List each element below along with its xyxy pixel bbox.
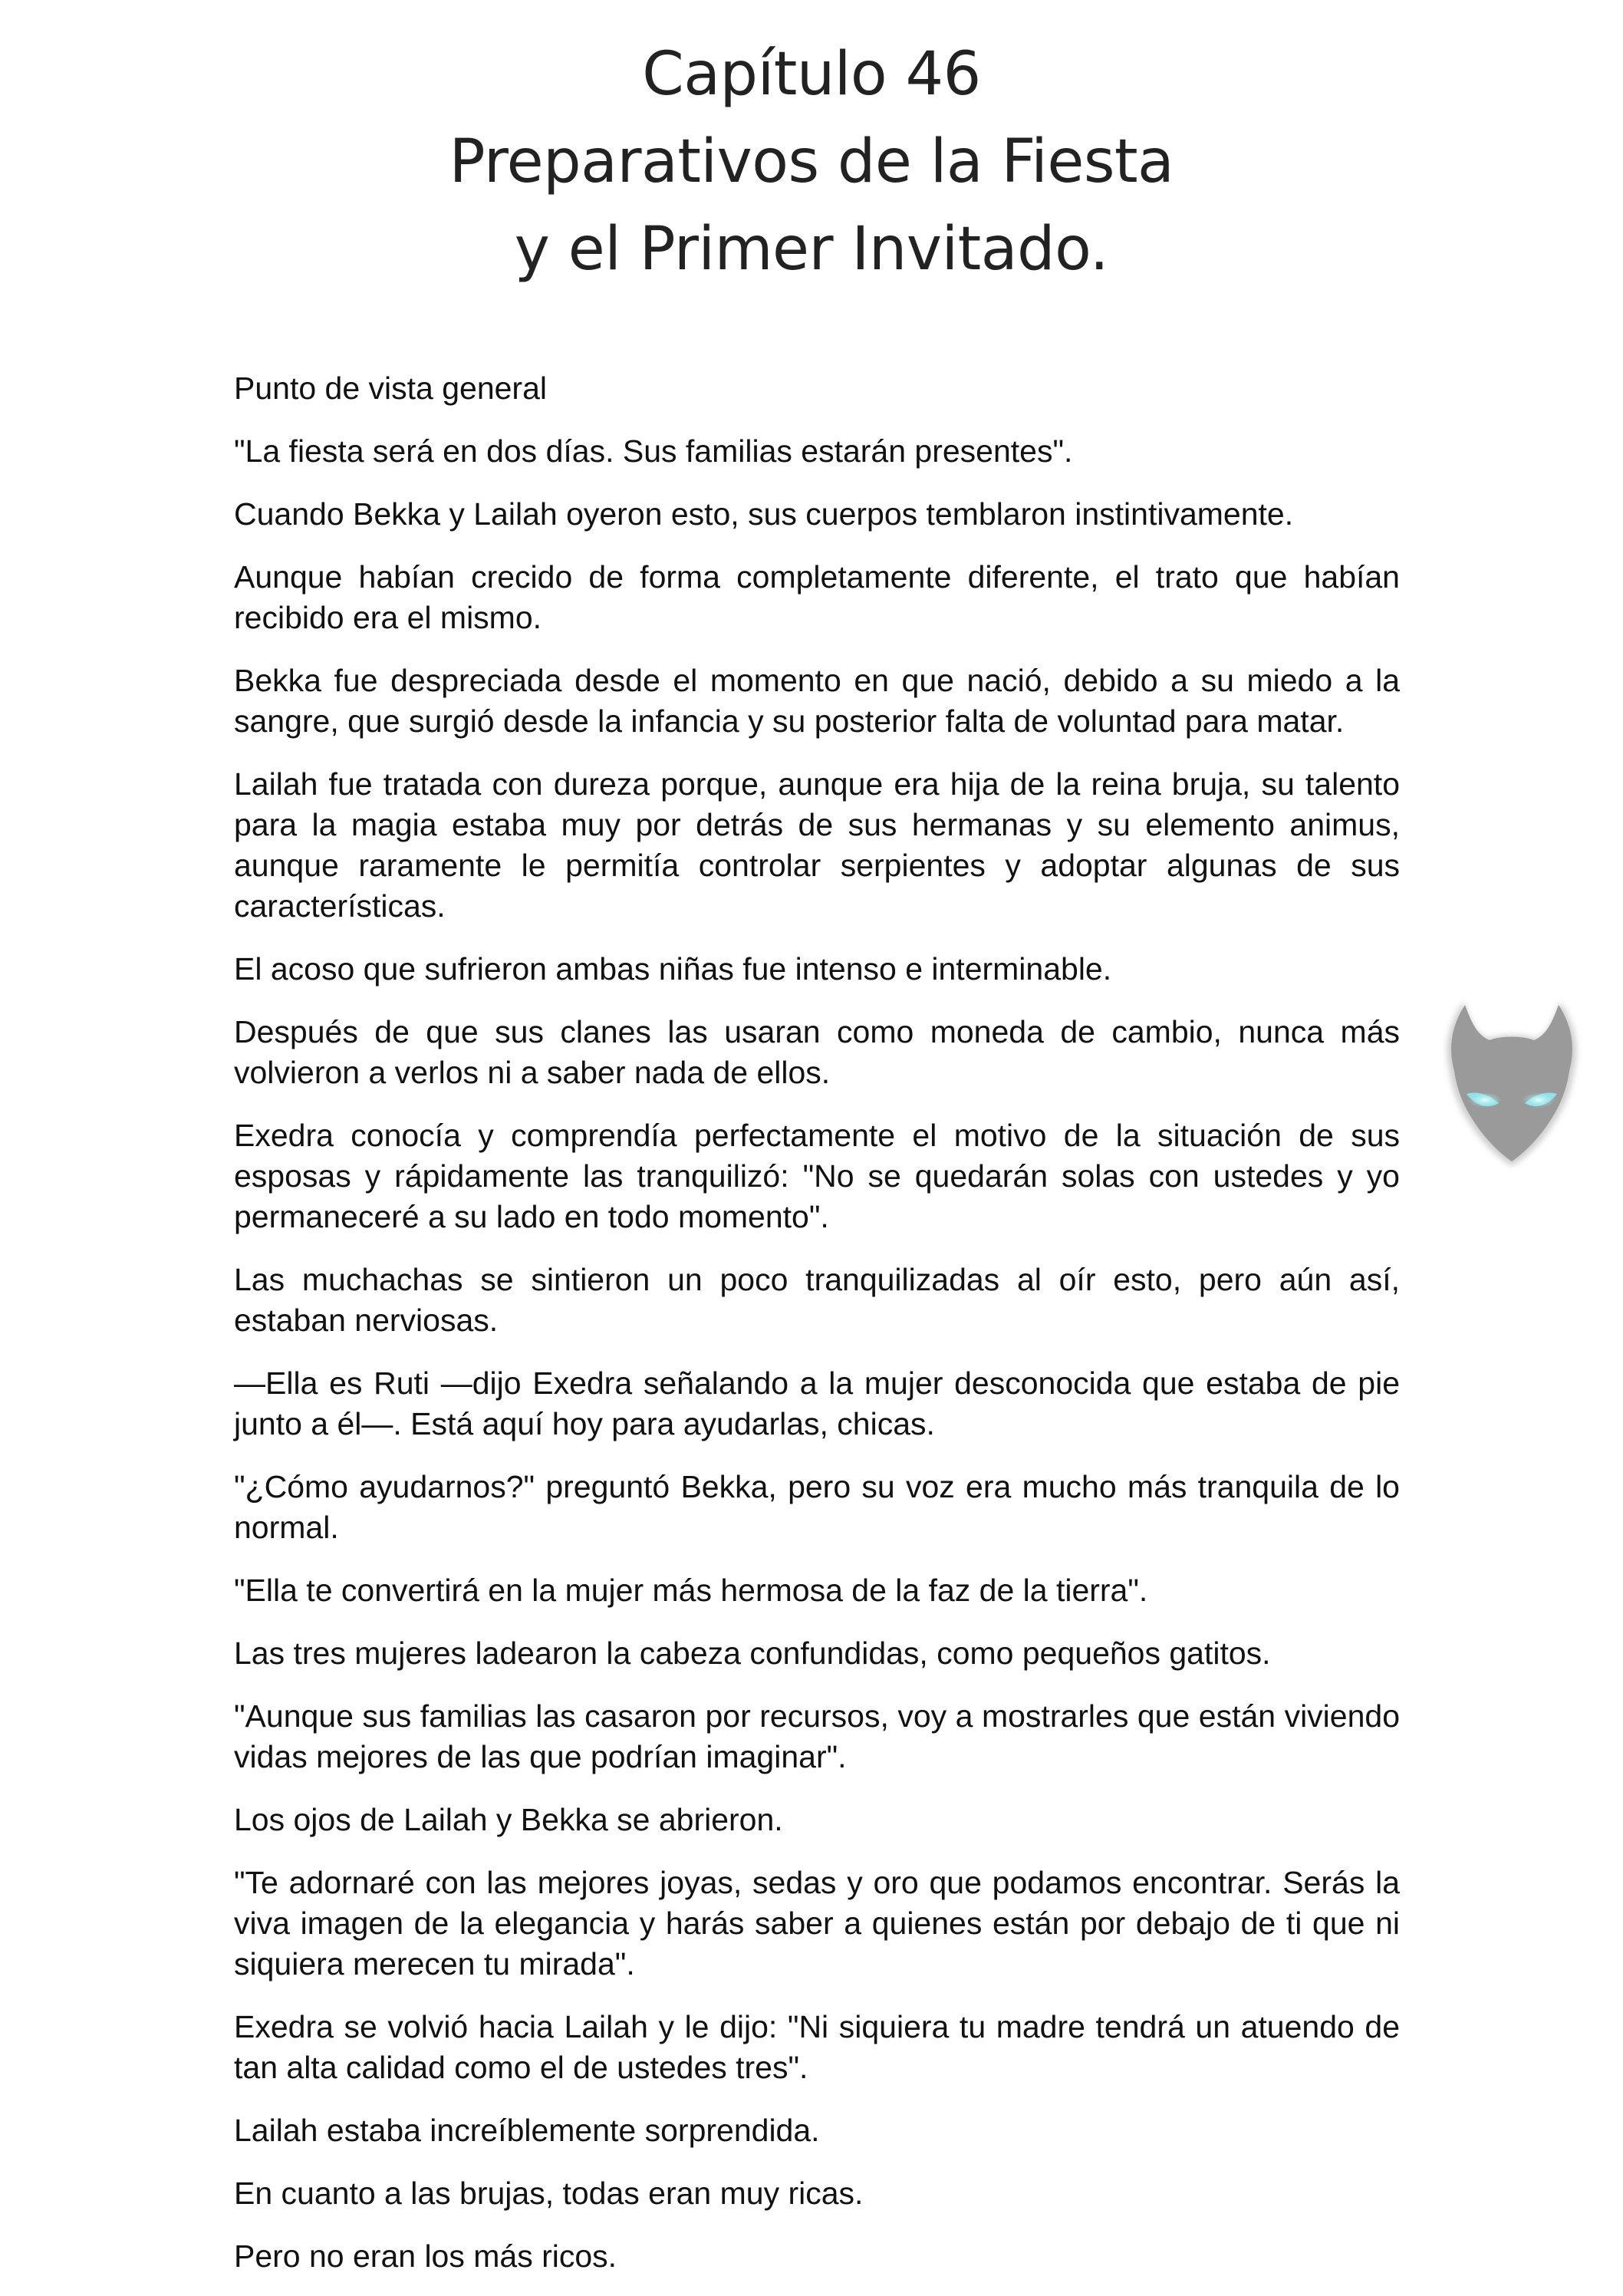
paragraph: Pero no eran los más ricos. (234, 2238, 617, 2274)
chapter-title-line-2: y el Primer Invitado. (514, 215, 1109, 284)
paragraph: Los ojos de Lailah y Bekka se abrieron. (234, 1802, 783, 1837)
demon-head-shape (1451, 1005, 1572, 1161)
paragraph: En cuanto a las brujas, todas eran muy ricas. (234, 2176, 864, 2211)
chapter-number: Capítulo 46 (642, 40, 981, 109)
paragraph: Aunque habían crecido de forma completamente diferente, el trato que habían recibido era el mismo. (234, 559, 1400, 635)
paragraph: Exedra conocía y comprendía perfectamente el motivo de la situación de sus esposas y rápidamente las tranquilizó: "No se quedarán solas con ustedes y yo permaneceré a su lado en todo momento". (234, 1118, 1400, 1234)
paragraph: Bekka fue despreciada desde el momento en que nació, debido a su miedo a la sangre, que surgió desde la infancia y su posterior falta de voluntad para matar. (234, 663, 1400, 739)
horned-demon-head-icon (1440, 994, 1583, 1171)
chapter-title-line-1: Preparativos de la Fiesta (449, 127, 1174, 196)
paragraph: "Te adornaré con las mejores joyas, sedas y oro que podamos encontrar. Serás la viva imagen de la elegancia y harás saber a quienes están por debajo de ti que ni siquiera merecen tu mirada". (234, 1865, 1400, 1981)
paragraph: "La fiesta será en dos días. Sus familias estarán presentes". (234, 433, 1073, 469)
paragraph: Lailah fue tratada con dureza porque, aunque era hija de la reina bruja, su talento para la magia estaba muy por detrás de sus hermanas y su elemento animus, aunque raramente le permitía controlar serpientes y adoptar algunas de sus características. (234, 766, 1400, 924)
paragraph: —Ella es Ruti —dijo Exedra señalando a la mujer desconocida que estaba de pie junto a él—. Está aquí hoy para ayudarlas, chicas. (234, 1365, 1400, 1441)
paragraph: "Ella te convertirá en la mujer más hermosa de la faz de la tierra". (234, 1573, 1148, 1608)
demon-eye-glow-left (1468, 1092, 1502, 1108)
paragraph: "¿Cómo ayudarnos?" preguntó Bekka, pero su voz era mucho más tranquila de lo normal. (234, 1469, 1400, 1545)
chapter-body (234, 368, 1400, 2277)
paragraph: "Aunque sus familias las casaron por recursos, voy a mostrarles que están viviendo vidas mejores de las que podrían imaginar". (234, 1698, 1400, 1774)
paragraph: Lailah estaba increíblemente sorprendida. (234, 2113, 820, 2148)
chapter-heading (0, 31, 1623, 293)
paragraph: Cuando Bekka y Lailah oyeron esto, sus cuerpos temblaron instintivamente. (234, 496, 1294, 532)
paragraph: Punto de vista general (234, 371, 547, 406)
paragraph: El acoso que sufrieron ambas niñas fue intenso e interminable. (234, 951, 1112, 987)
demon-eye-glow-right (1522, 1092, 1556, 1108)
paragraph: Después de que sus clanes las usaran como moneda de cambio, nunca más volvieron a verlos ni a saber nada de ellos. (234, 1014, 1400, 1090)
paragraph: Las muchachas se sintieron un poco tranquilizadas al oír esto, pero aún así, estaban nerviosas. (234, 1262, 1400, 1338)
paragraph: Las tres mujeres ladearon la cabeza confundidas, como pequeños gatitos. (234, 1636, 1271, 1671)
paragraph: Exedra se volvió hacia Lailah y le dijo: "Ni siquiera tu madre tendrá un atuendo de tan alta calidad como el de ustedes tres". (234, 2009, 1400, 2085)
